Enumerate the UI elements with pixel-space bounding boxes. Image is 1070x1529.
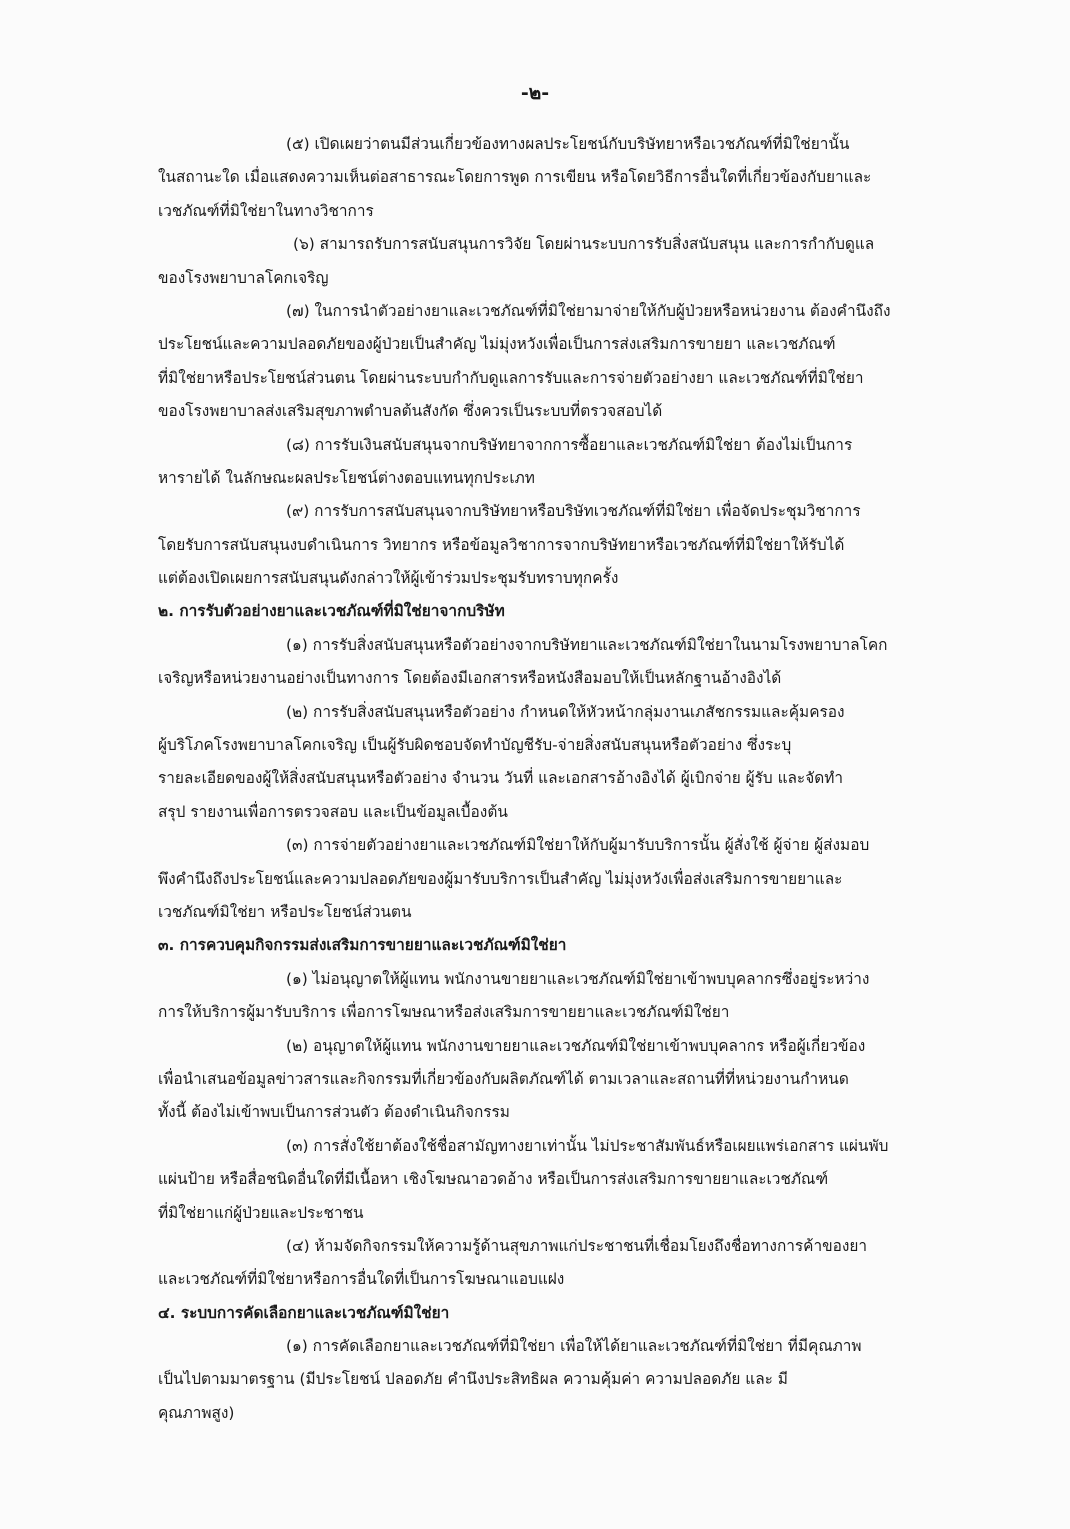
text-line: พึงคำนึงถึงประโยชน์และความปลอดภัยของผู้มารับบริการเป็นสำคัญ ไม่มุ่งหวังเพื่อส่งเสริมการขายยาและ [158, 869, 843, 888]
text-line: (๘) การรับเงินสนับสนุนจากบริษัทยาจากการซื้อยาและเวชภัณฑ์มิใช่ยา ต้องไม่เป็นการ [286, 435, 853, 454]
text-line: ที่มิใช่ยาหรือประโยชน์ส่วนตน โดยผ่านระบบกำกับดูแลการรับและการจ่ายตัวอย่างยา และเวชภัณฑ์ที่มิใช่ยา [158, 368, 864, 387]
text-line: (๖) สามารถรับการสนับสนุนการวิจัย โดยผ่านระบบการรับสิ่งสนับสนุน และการกำกับดูแล [293, 235, 875, 254]
text-line: (๓) การสั่งใช้ยาต้องใช้ชื่อสามัญทางยาเท่านั้น ไม่ประชาสัมพันธ์หรือเผยแพร่เอกสาร แผ่นพับ [286, 1136, 889, 1155]
text-line: เพื่อนำเสนอข้อมูลข่าวสารและกิจกรรมที่เกี่ยวข้องกับผลิตภัณฑ์ได้ ตามเวลาและสถานที่ที่หน่วยงานกำหนด [158, 1069, 849, 1088]
text-line: ทั้งนี้ ต้องไม่เข้าพบเป็นการส่วนตัว ต้องดำเนินกิจกรรม [158, 1103, 510, 1122]
document-body [158, 128, 980, 1430]
text-line: (๒) การรับสิ่งสนับสนุนหรือตัวอย่าง กำหนดให้หัวหน้ากลุ่มงานเภสัชกรรมและคุ้มครอง [286, 702, 845, 721]
section-heading: ๓. การควบคุมกิจกรรมส่งเสริมการขายยาและเวชภัณฑ์มิใช่ยา [158, 936, 567, 955]
page-number: -๒- [520, 82, 550, 104]
text-line: เป็นไปตามมาตรฐาน (มีประโยชน์ ปลอดภัย คำนึงประสิทธิผล ความคุ้มค่า ความปลอดภัย และ มี [158, 1370, 788, 1389]
text-line: คุณภาพสูง) [158, 1403, 235, 1422]
text-line: การให้บริการผู้มารับบริการ เพื่อการโฆษณาหรือส่งเสริมการขายยาและเวชภัณฑ์มิใช่ยา [158, 1003, 730, 1022]
text-line: (๑) ไม่อนุญาตให้ผู้แทน พนักงานขายยาและเวชภัณฑ์มิใช่ยาเข้าพบบุคลากรซึ่งอยู่ระหว่าง [286, 969, 870, 988]
text-line: รายละเอียดของผู้ให้สิ่งสนับสนุนหรือตัวอย่าง จำนวน วันที่ และเอกสารอ้างอิงได้ ผู้เบิกจ่าย ผู้รับ และจัดทำ [158, 769, 843, 788]
text-line: (๒) อนุญาตให้ผู้แทน พนักงานขายยาและเวชภัณฑ์มิใช่ยาเข้าพบบุคลากร หรือผู้เกี่ยวข้อง [286, 1036, 866, 1055]
text-line: แต่ต้องเปิดเผยการสนับสนุนดังกล่าวให้ผู้เข้าร่วมประชุมรับทราบทุกครั้ง [158, 569, 619, 588]
text-line: (๗) ในการนำตัวอย่างยาและเวชภัณฑ์ที่มิใช่ยามาจ่ายให้กับผู้ป่วยหรือหน่วยงาน ต้องคำนึงถึง [286, 301, 891, 320]
text-line: โดยรับการสนับสนุนงบดำเนินการ วิทยากร หรือข้อมูลวิชาการจากบริษัทยาหรือเวชภัณฑ์ที่มิใช่ยาให้รับได้ [158, 535, 845, 554]
text-line: ในสถานะใด เมื่อแสดงความเห็นต่อสาธารณะโดยการพูด การเขียน หรือโดยวิธีการอื่นใดที่เกี่ยวข้องกับยาและ [158, 168, 872, 187]
text-line: หารายได้ ในลักษณะผลประโยชน์ต่างตอบแทนทุกประเภท [158, 468, 535, 487]
text-line: ประโยชน์และความปลอดภัยของผู้ป่วยเป็นสำคัญ ไม่มุ่งหวังเพื่อเป็นการส่งเสริมการขายยา และเวชภัณฑ์ [158, 335, 836, 354]
text-line: และเวชภัณฑ์ที่มิใช่ยาหรือการอื่นใดที่เป็นการโฆษณาแอบแฝง [158, 1270, 565, 1289]
text-line: (๓) การจ่ายตัวอย่างยาและเวชภัณฑ์มิใช่ยาให้กับผู้มารับบริการนั้น ผู้สั่งใช้ ผู้จ่าย ผู้ส่งมอบ [286, 836, 870, 855]
text-line: สรุป รายงานเพื่อการตรวจสอบ และเป็นข้อมูลเบื้องต้น [158, 802, 508, 821]
text-line: (๕) เปิดเผยว่าตนมีส่วนเกี่ยวข้องทางผลประโยชน์กับบริษัทยาหรือเวชภัณฑ์ที่มิใช่ยานั้น [286, 135, 850, 153]
section-heading: ๒. การรับตัวอย่างยาและเวชภัณฑ์ที่มิใช่ยาจากบริษัท [158, 602, 505, 621]
text-line: (๙) การรับการสนับสนุนจากบริษัทยาหรือบริษัทเวชภัณฑ์ที่มิใช่ยา เพื่อจัดประชุมวิชาการ [286, 502, 861, 521]
text-line: เวชภัณฑ์ที่มิใช่ยาในทางวิชาการ [158, 201, 374, 220]
text-line: ที่มิใช่ยาแก่ผู้ป่วยและประชาชน [158, 1203, 364, 1222]
text-line: เจริญหรือหน่วยงานอย่างเป็นทางการ โดยต้องมีเอกสารหรือหนังสือมอบให้เป็นหลักฐานอ้างอิงได้ [158, 669, 782, 688]
text-line: แผ่นป้าย หรือสื่อชนิดอื่นใดที่มีเนื้อหา เชิงโฆษณาอวดอ้าง หรือเป็นการส่งเสริมการขายยาและเวชภัณฑ์ [158, 1170, 829, 1189]
text-line: ของโรงพยาบาลส่งเสริมสุขภาพตำบลต้นสังกัด ซึ่งควรเป็นระบบที่ตรวจสอบได้ [158, 402, 663, 421]
text-line: (๑) การคัดเลือกยาและเวชภัณฑ์ที่มิใช่ยา เพื่อให้ได้ยาและเวชภัณฑ์ที่มิใช่ยา ที่มีคุณภาพ [286, 1337, 862, 1356]
text-line: (๑) การรับสิ่งสนับสนุนหรือตัวอย่างจากบริษัทยาและเวชภัณฑ์มิใช่ยาในนามโรงพยาบาลโคก [286, 635, 888, 654]
text-line: ผู้บริโภคโรงพยาบาลโคกเจริญ เป็นผู้รับผิดชอบจัดทำบัญชีรับ-จ่ายสิ่งสนับสนุนหรือตัวอย่าง ซึ่งระบุ [158, 736, 792, 755]
text-line: (๔) ห้ามจัดกิจกรรมให้ความรู้ด้านสุขภาพแก่ประชาชนที่เชื่อมโยงถึงชื่อทางการค้าของยา [286, 1236, 868, 1255]
text-line: เวชภัณฑ์มิใช่ยา หรือประโยชน์ส่วนตน [158, 902, 412, 921]
text-line: ของโรงพยาบาลโคกเจริญ [158, 268, 329, 287]
section-heading: ๔. ระบบการคัดเลือกยาและเวชภัณฑ์มิใช่ยา [158, 1303, 450, 1322]
